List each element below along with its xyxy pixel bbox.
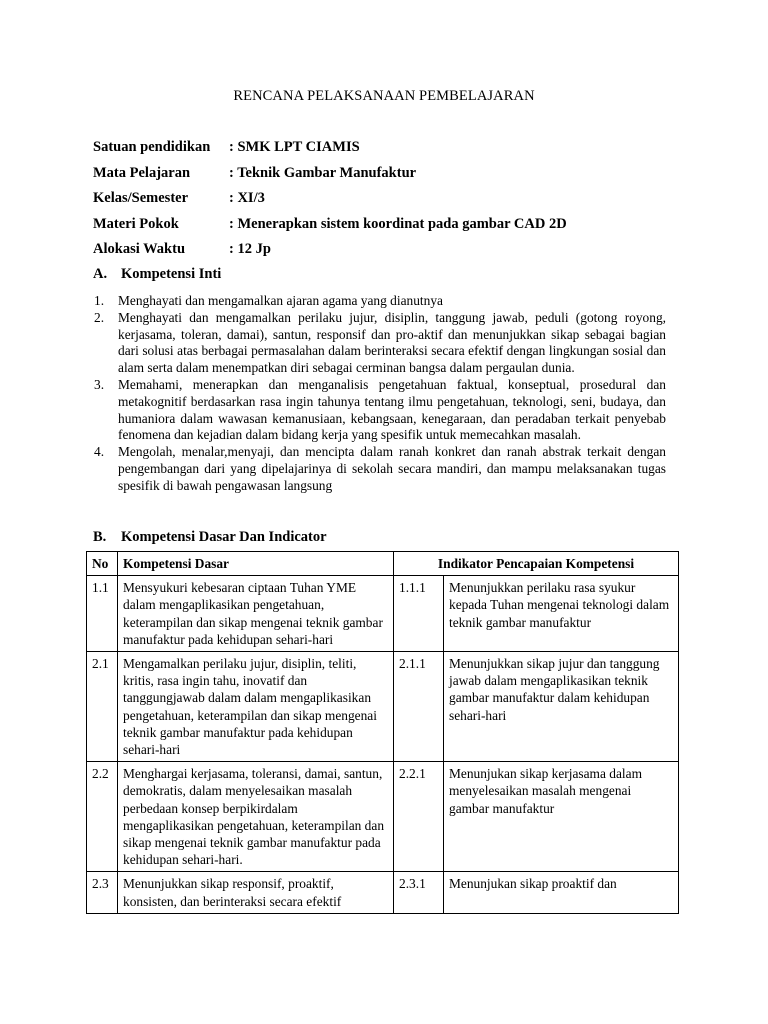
list-item <box>94 293 666 310</box>
cell-indicator-no: 1.1.1 <box>394 576 444 652</box>
identity-label: Satuan pendidikan <box>93 139 211 155</box>
cell-kompetensi-dasar: Menghargai kerjasama, toleransi, damai, santun, demokratis, dalam menyelesaikan masalah perbedaan konsep berpikirdalam mengaplikasikan pengetahuan, keterampilan dan sikap mengenai teknik gambar manufaktur pada kehidupan sehari-hari. <box>118 762 394 872</box>
list-text: Mengolah, menalar,menyaji, dan mencipta dalam ranah konkret dan ranah abstrak terkait dengan pengembangan dari yang dipelajarinya di sekolah secara mandiri, dan mampu melaksanakan tugas spesifik di bawah pengawasan langsung <box>118 444 666 493</box>
cell-no: 2.3 <box>87 872 118 913</box>
cell-no: 2.2 <box>87 762 118 872</box>
identity-row-mapel <box>93 165 693 191</box>
identity-value: : 12 Jp <box>229 241 271 258</box>
table-row <box>87 652 679 762</box>
identity-row-satuan <box>93 139 693 165</box>
section-title: Kompetensi Dasar Dan Indicator <box>121 529 327 545</box>
table-row <box>87 762 679 872</box>
section-letter: B. <box>93 529 107 545</box>
cell-indicator-no: 2.1.1 <box>394 652 444 762</box>
identity-row-kelas <box>93 190 693 216</box>
cell-indicator-no: 2.2.1 <box>394 762 444 872</box>
section-title: Kompetensi Inti <box>121 266 222 282</box>
identity-value: : XI/3 <box>229 190 265 207</box>
list-number: 1. <box>94 293 105 308</box>
table-row <box>87 576 679 652</box>
identity-value: : Teknik Gambar Manufaktur <box>229 164 417 181</box>
identity-value: : Menerapkan sistem koordinat pada gambar CAD 2D <box>229 215 567 232</box>
identity-label: Materi Pokok <box>93 215 179 232</box>
list-item <box>94 377 666 444</box>
cell-indicator: Menunjukkan sikap jujur dan tanggung jawab dalam mengaplikasikan teknik gambar manufaktur dalam kehidupan sehari-hari <box>444 652 679 762</box>
list-number: 2. <box>94 309 105 325</box>
header-kompetensi-dasar: Kompetensi Dasar <box>118 552 394 576</box>
list-text: Menghayati dan mengamalkan ajaran agama yang dianutnya <box>118 293 443 308</box>
list-number: 4. <box>94 444 105 460</box>
cell-indicator: Menunjukan sikap proaktif dan <box>444 872 679 913</box>
kompetensi-inti-list <box>94 293 666 495</box>
cell-kompetensi-dasar: Mengamalkan perilaku jujur, disiplin, teliti, kritis, rasa ingin tahu, inovatif dan tanggungjawab dalam dalam mengaplikasikan pengetahuan, keterampilan dan sikap mengenai teknik gambar manufaktur pada kehidupan sehari-hari <box>118 652 394 762</box>
kompetensi-dasar-table <box>86 551 679 914</box>
identity-block <box>93 139 693 267</box>
list-item <box>94 444 666 494</box>
list-text: Memahami, menerapkan dan menganalisis pengetahuan faktual, konseptual, prosedural dan metakognitif berdasarkan rasa ingin tahunya tentang ilmu pengetahuan, teknologi, seni, budaya, dan humaniora dalam wawasan kemanusiaan, kebangsaan, kenegaraan, dan peradaban terkait penyebab fenomena dan kejadian dalam bidang kerja yang spesifik untuk memecahkan masalah. <box>118 376 666 443</box>
cell-indicator-no: 2.3.1 <box>394 872 444 913</box>
identity-value: : SMK LPT CIAMIS <box>229 139 360 155</box>
list-text: Menghayati dan mengamalkan perilaku jujur, disiplin, tanggung jawab, peduli (gotong royong, kerjasama, toleran, damai), santun, responsif dan pro-aktif dan menunjukkan sikap sebagai bagian dari solusi atas berbagai permasalahan dalam berinteraksi secara efektif dengan lingkungan sosial dan alam serta dalam menempatkan diri sebagai cerminan bangsa dalam pergaulan dunia. <box>118 309 666 376</box>
cell-kompetensi-dasar: Menunjukkan sikap responsif, proaktif, konsisten, dan berinteraksi secara efektif <box>118 872 394 913</box>
identity-label: Alokasi Waktu <box>93 241 186 258</box>
document-title: RENCANA PELAKSANAAN PEMBELAJARAN <box>233 88 535 104</box>
header-indikator: Indikator Pencapaian Kompetensi <box>394 552 679 576</box>
cell-kompetensi-dasar: Mensyukuri kebesaran ciptaan Tuhan YME dalam mengaplikasikan pengetahuan, keterampilan dan sikap mengenai teknik gambar manufaktur pada kehidupan sehari-hari <box>118 576 394 652</box>
identity-row-alokasi <box>93 241 693 267</box>
identity-label: Mata Pelajaran <box>93 164 191 181</box>
table-header-row <box>87 552 679 576</box>
cell-indicator: Menunjukkan perilaku rasa syukur kepada Tuhan mengenai teknologi dalam teknik gambar manufaktur <box>444 576 679 652</box>
header-no: No <box>87 552 118 576</box>
section-letter: A. <box>93 266 108 282</box>
table-row <box>87 872 679 913</box>
cell-no: 2.1 <box>87 652 118 762</box>
cell-indicator: Menunjukan sikap kerjasama dalam menyelesaikan masalah mengenai gambar manufaktur <box>444 762 679 872</box>
section-heading-b <box>93 529 327 546</box>
identity-row-materi <box>93 216 693 242</box>
list-item <box>94 310 666 377</box>
cell-no: 1.1 <box>87 576 118 652</box>
list-number: 3. <box>94 376 105 392</box>
identity-label: Kelas/Semester <box>93 190 189 207</box>
section-heading-a <box>93 266 221 283</box>
